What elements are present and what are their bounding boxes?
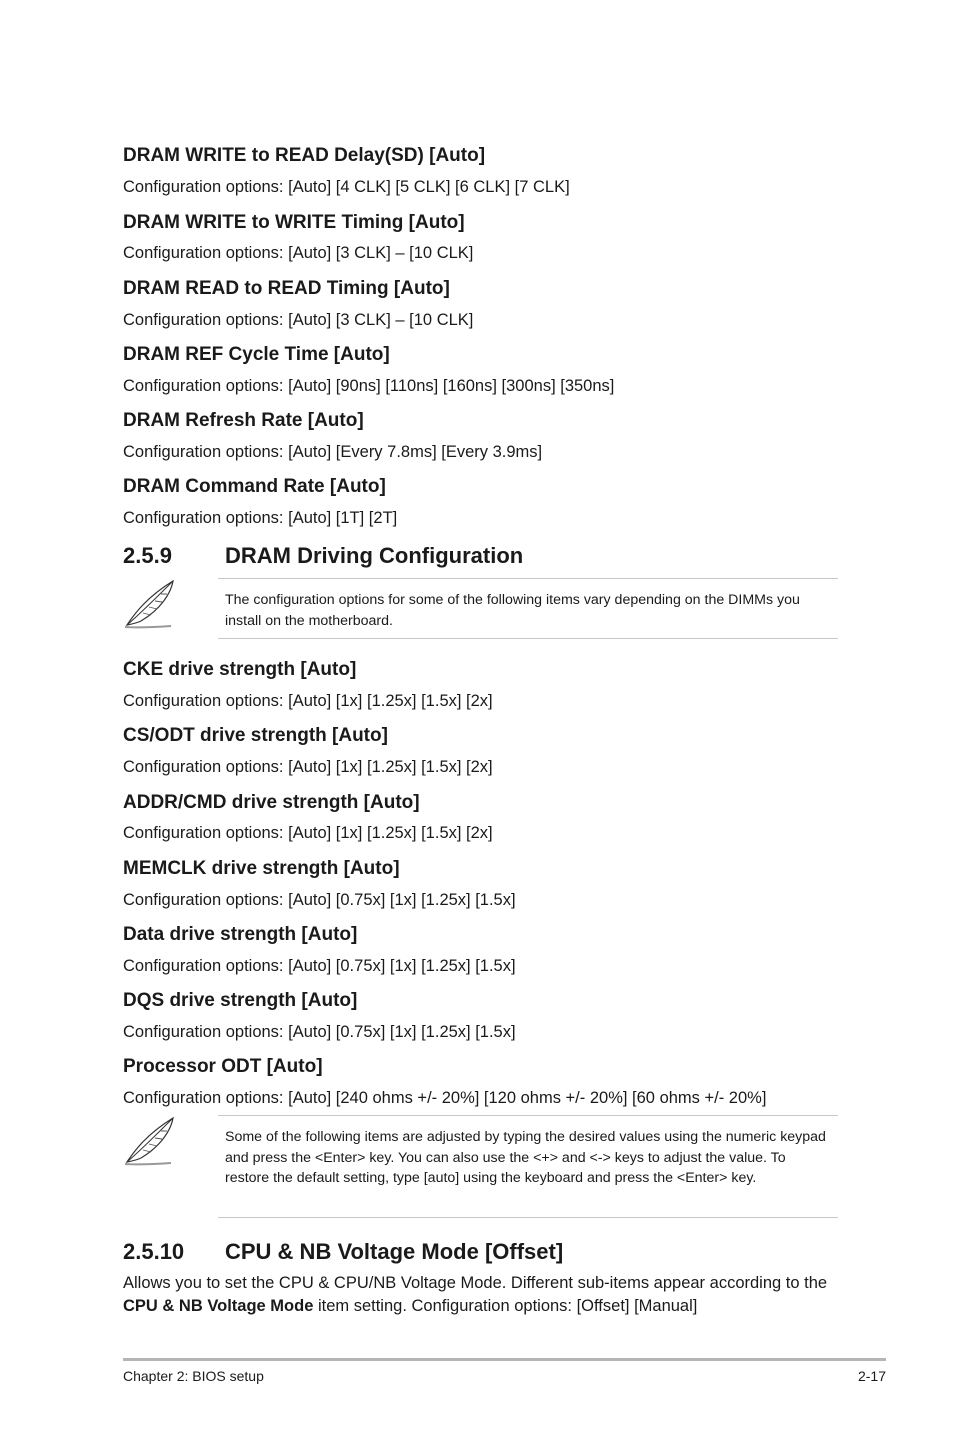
- item-options-refresh-rate: Configuration options: [Auto] [Every 7.8ms] [Every 3.9ms]: [123, 443, 543, 461]
- item-options-cke-drive: Configuration options: [Auto] [1x] [1.25x] [1.5x] [2x]: [123, 692, 493, 710]
- item-options-read-to-read-timing: Configuration options: [Auto] [3 CLK] – [10 CLK]: [123, 311, 474, 329]
- note-text-dimms: The configuration options for some of the following items vary depending on the DIMMs you install on the motherboard.: [225, 592, 800, 629]
- item-title-processor-odt: Processor ODT [Auto]: [123, 1056, 323, 1077]
- item-options-data-drive: Configuration options: [Auto] [0.75x] [1x] [1.25x] [1.5x]: [123, 957, 516, 975]
- item-title-read-to-read-timing: DRAM READ to READ Timing [Auto]: [123, 278, 450, 299]
- feather-note-icon: [121, 1112, 179, 1168]
- item-title-data-drive: Data drive strength [Auto]: [123, 924, 358, 945]
- item-title-write-to-write-timing: DRAM WRITE to WRITE Timing [Auto]: [123, 212, 465, 233]
- item-title-dqs-drive: DQS drive strength [Auto]: [123, 990, 358, 1011]
- item-title-write-to-read-delay: DRAM WRITE to READ Delay(SD) [Auto]: [123, 145, 486, 166]
- item-title-csodt-drive: CS/ODT drive strength [Auto]: [123, 725, 388, 746]
- footer-page-number: 2-17: [857, 1368, 886, 1384]
- item-title-refresh-rate: DRAM Refresh Rate [Auto]: [123, 410, 364, 431]
- body-text-post: item setting. Configuration options: [Offset] [Manual]: [313, 1297, 698, 1315]
- item-title-command-rate: DRAM Command Rate [Auto]: [123, 476, 386, 497]
- section-number-2-5-9: 2.5.9: [123, 543, 172, 568]
- item-options-command-rate: Configuration options: [Auto] [1T] [2T]: [123, 509, 398, 527]
- item-title-addrcmd-drive: ADDR/CMD drive strength [Auto]: [123, 792, 420, 813]
- item-options-addrcmd-drive: Configuration options: [Auto] [1x] [1.25x] [1.5x] [2x]: [123, 824, 493, 842]
- section-number-2-5-10: 2.5.10: [123, 1239, 185, 1264]
- footer-chapter: Chapter 2: BIOS setup: [123, 1368, 264, 1384]
- item-title-memclk-drive: MEMCLK drive strength [Auto]: [123, 858, 400, 879]
- item-options-memclk-drive: Configuration options: [Auto] [0.75x] [1x] [1.25x] [1.5x]: [123, 891, 516, 909]
- item-options-ref-cycle-time: Configuration options: [Auto] [90ns] [110ns] [160ns] [300ns] [350ns]: [123, 377, 615, 395]
- item-title-cke-drive: CKE drive strength [Auto]: [123, 659, 357, 680]
- item-options-processor-odt: Configuration options: [Auto] [240 ohms +/- 20%] [120 ohms +/- 20%] [60 ohms +/- 20%]: [123, 1089, 767, 1107]
- feather-note-icon: [121, 575, 179, 631]
- item-options-write-to-write-timing: Configuration options: [Auto] [3 CLK] – [10 CLK]: [123, 244, 474, 262]
- item-options-dqs-drive: Configuration options: [Auto] [0.75x] [1x] [1.25x] [1.5x]: [123, 1023, 516, 1041]
- section-title-dram-driving: DRAM Driving Configuration: [225, 543, 524, 568]
- section-body-cpu-nb-voltage: [123, 1272, 843, 1318]
- footer-rule: [123, 1358, 886, 1361]
- body-text-bold: CPU & NB Voltage Mode: [123, 1297, 314, 1315]
- item-options-csodt-drive: Configuration options: [Auto] [1x] [1.25x] [1.5x] [2x]: [123, 758, 493, 776]
- item-options-write-to-read-delay: Configuration options: [Auto] [4 CLK] [5 CLK] [6 CLK] [7 CLK]: [123, 178, 570, 196]
- item-title-ref-cycle-time: DRAM REF Cycle Time [Auto]: [123, 344, 390, 365]
- body-text-pre: Allows you to set the CPU & CPU/NB Voltage Mode. Different sub-items appear according to the: [123, 1274, 828, 1292]
- note-text-numeric-keypad: Some of the following items are adjusted by typing the desired values using the numeric keypad and press the <Enter> key. You can also use the <+> and <-> keys to adjust the value. To restore the default setting, type [auto] using the keyboard and press the <Enter> key.: [225, 1129, 826, 1186]
- section-title-cpu-nb-voltage: CPU & NB Voltage Mode [Offset]: [225, 1239, 564, 1264]
